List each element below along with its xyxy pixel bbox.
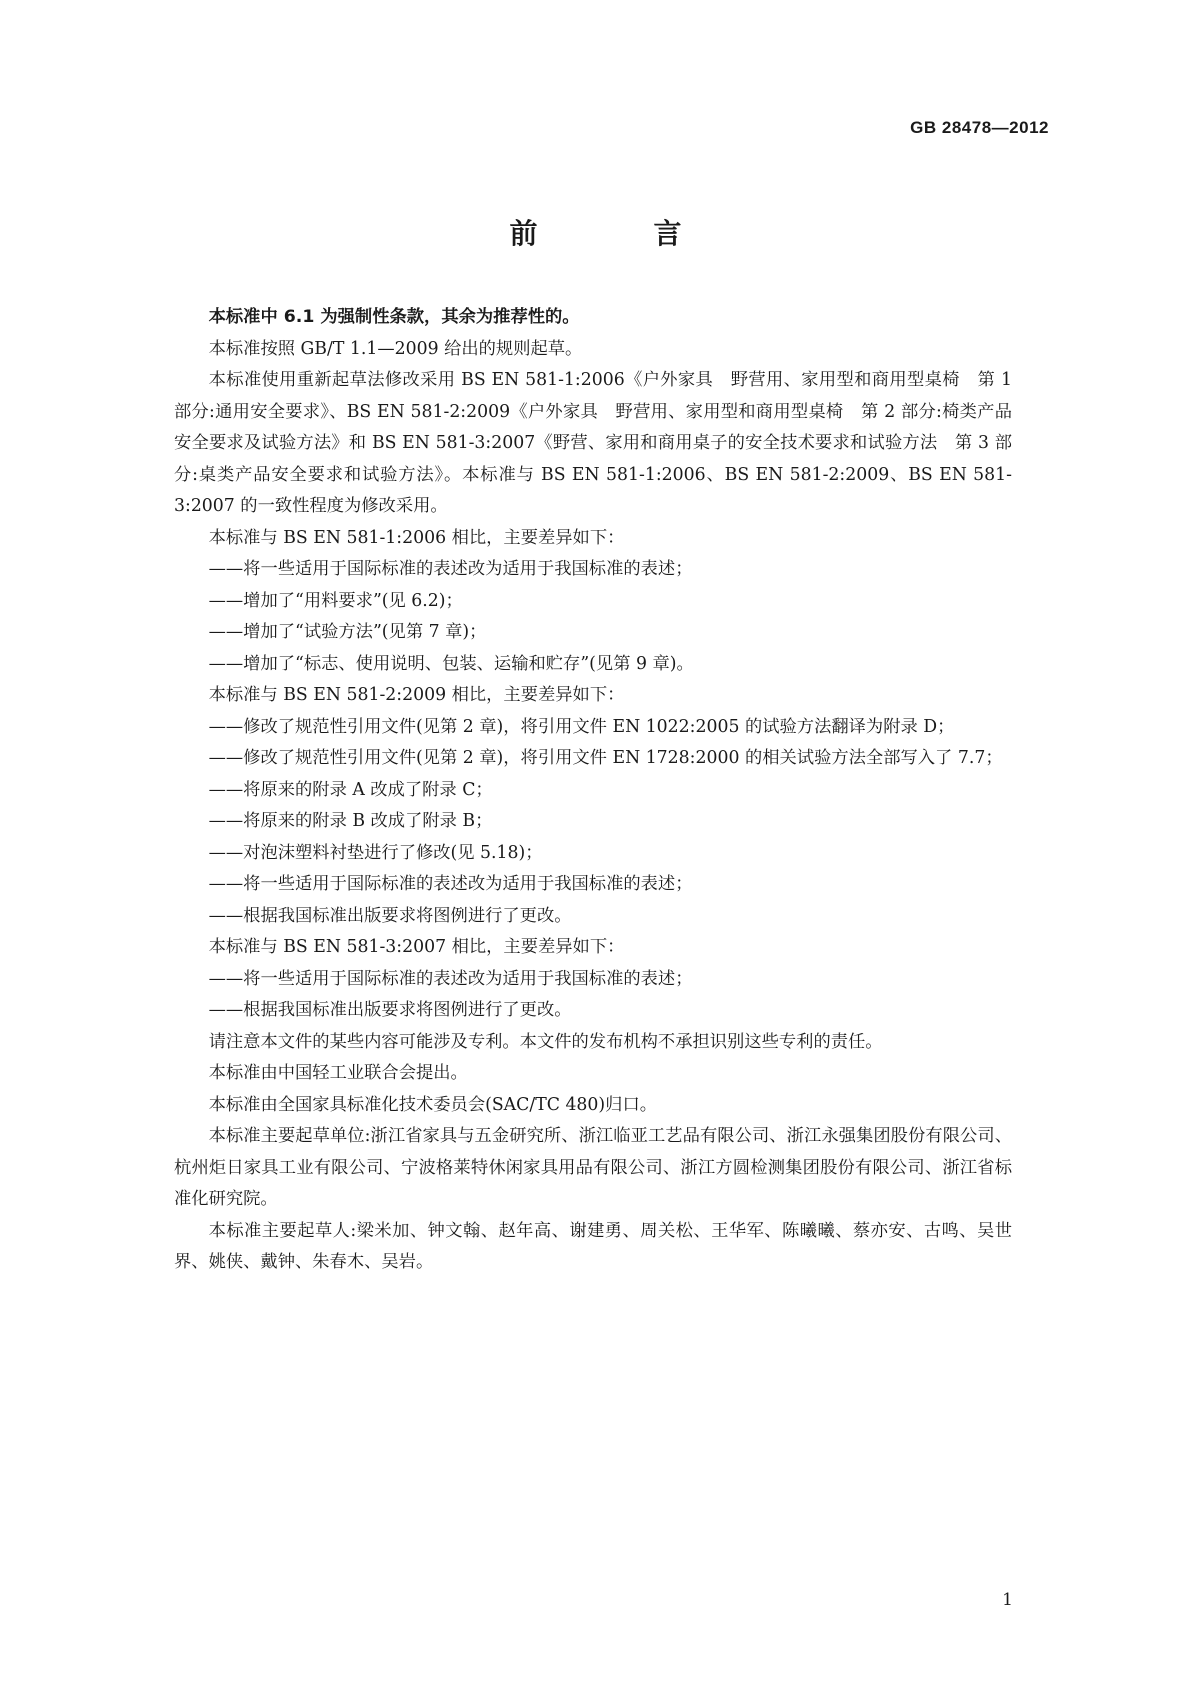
- list-item: ——将一些适用于国际标准的表述改为适用于我国标准的表述；: [208, 968, 693, 989]
- foreword-body: [174, 302, 1012, 1279]
- standard-code: GB 28478—2012: [910, 118, 1049, 137]
- paragraph: 本标准与 BS EN 581-2:2009 相比，主要差异如下：: [208, 685, 625, 705]
- list-item: ——将一些适用于国际标准的表述改为适用于我国标准的表述；: [208, 874, 693, 894]
- list-item: ——将一些适用于国际标准的表述改为适用于我国标准的表述；: [208, 559, 693, 579]
- paragraph: 本标准按照 GB/T 1.1—2009 给出的规则起草。: [208, 338, 583, 359]
- paragraph: 本标准与 BS EN 581-3:2007 相比，主要差异如下：: [208, 937, 625, 957]
- paragraph: 本标准由全国家具标准化技术委员会(SAC/TC 480)归口。: [208, 1094, 658, 1115]
- paragraph: 本标准与 BS EN 581-1:2006 相比，主要差异如下：: [208, 527, 625, 548]
- paragraph: 本标准主要起草单位:浙江省家具与五金研究所、浙江临亚工艺品有限公司、浙江永强集团股份有限公司、杭州炬日家具工业有限公司、宁波格莱特休闲家具用品有限公司、浙江方圆检测集团股份有限公司、浙江省标准化研究院。: [174, 1126, 1012, 1209]
- paragraph: 本标准中 6.1 为强制性条款，其余为推荐性的。: [208, 307, 580, 327]
- list-item: ——增加了“用料要求”(见 6.2)；: [208, 590, 463, 611]
- page-number: 1: [1002, 1590, 1013, 1610]
- list-item: ——修改了规范性引用文件(见第 2 章)，将引用文件 EN 1728:2000 的相关试验方法全部写入了 7.7；: [208, 748, 1003, 768]
- list-item: ——将原来的附录 B 改成了附录 B；: [208, 811, 493, 831]
- list-item: ——根据我国标准出版要求将图例进行了更改。: [208, 1000, 572, 1020]
- list-item: ——根据我国标准出版要求将图例进行了更改。: [208, 905, 572, 926]
- paragraph: 请注意本文件的某些内容可能涉及专利。本文件的发布机构不承担识别这些专利的责任。: [208, 1031, 883, 1052]
- list-item: ——增加了“试验方法”(见第 7 章)；: [208, 622, 487, 642]
- paragraph: 本标准使用重新起草法修改采用 BS EN 581-1:2006《户外家具 野营用、家用型和商用型桌椅 第 1 部分:通用安全要求》、BS EN 581-2:2009《户外家具 野营用、家用型和商用型桌椅 第 2 部分:椅类产品安全要求及试验方法》和 BS EN 581-3:2007《野营、家用和商用桌子的安全技术要求和试验方法 第 3 部分:桌类产品安全要求和试验方法》。本标准与 BS EN 581-1:2006、BS EN 581-2:2009、BS EN 581-3:2007 的一致性程度为修改采用。: [174, 370, 1012, 516]
- list-item: ——增加了“标志、使用说明、包装、运输和贮存”(见第 9 章)。: [208, 653, 694, 674]
- list-item: ——对泡沫塑料衬垫进行了修改(见 5.18)；: [208, 842, 543, 863]
- paragraph: 本标准主要起草人:梁米加、钟文翰、赵年高、谢建勇、周关松、王华军、陈曦曦、蔡亦安、古鸣、吴世界、姚侠、戴钟、朱春木、吴岩。: [174, 1220, 1012, 1272]
- paragraph: 本标准由中国轻工业联合会提出。: [208, 1063, 468, 1083]
- page-title: 前 言: [509, 217, 726, 250]
- list-item: ——修改了规范性引用文件(见第 2 章)，将引用文件 EN 1022:2005 的试验方法翻译为附录 D；: [208, 716, 955, 737]
- list-item: ——将原来的附录 A 改成了附录 C；: [208, 779, 493, 800]
